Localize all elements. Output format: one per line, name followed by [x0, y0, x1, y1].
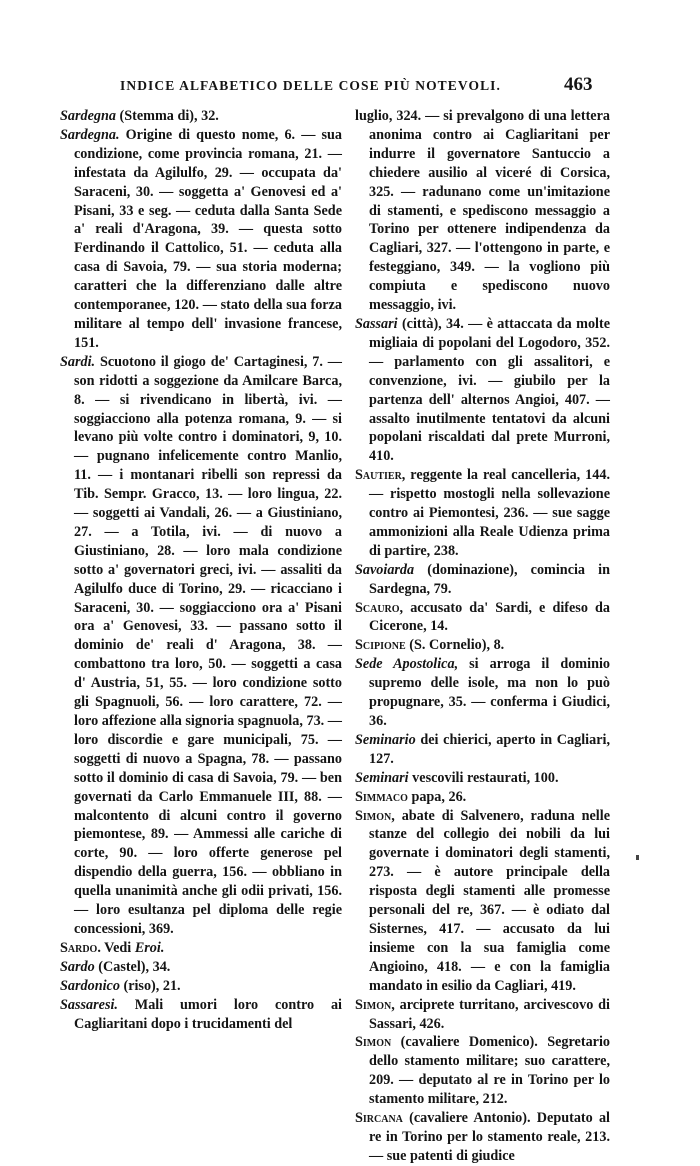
index-entry	[355, 561, 610, 599]
entry-text: (cavaliere Domenico). Segretario dello stamento militare; suo carattere, 209. — deputato al re in Torino per lo stamento militare, 212.	[369, 1034, 610, 1108]
entry-text: (riso), 21.	[119, 977, 181, 994]
entry-text: Origine di questo nome, 6. — sua condizione, come provincia romana, 21. — infestata da Agilulfo, 29. — occupata da' Saraceni, 30. — soggetta a' Genovesi ed a' Pisani, 33 e seg. — ceduta dalla Santa Sede a' reali d'Aragona, 39. — questa sotto Ferdinando il Cattolico, 51. — ceduta alla casa di Savoia, 79. — sua storia moderna; caratteri che la differenziano dalle altre contemporanee, 120. — stato della sua forza militare al tempo dell' invasione francese, 151.	[74, 126, 342, 351]
index-entry	[355, 788, 610, 807]
entry-text: Scuotono il giogo de' Cartaginesi, 7. — son ridotti a soggezione da Amilcare Barca, 8. — si rivendicano in libertà, ivi. — soggiacciono alla potenza romana, 9. — si levano più volte contro i dominatori, 9, 10. — pugnano infelicemente contro Manlio, 11. — i montanari ribelli son repressi da Tib. Sempr. Gracco, 13. — loro lingua, 22. — soggetti ai Vandali, 26. — a Giustiniano, 27. — a Totila, ivi. — di nuovo a Giustiniano, 28. — loro mala condizione sotto a' governatori greci, ivi. — assaliti da Agilulfo duce di Torino, 29. — ricacciano i Saraceni, 30. — soggiacciono ora a' Pisani ora a' Genovesi, 33. — passano sotto il dominio de' reali d' Aragona, 38. — combattono tra loro, 50. — soggetti a casa d' Austria, 51, 55. — loro condizione sotto gli Spagnuoli, 56. — loro carattere, 72. — loro affezione alla signoria spagnuola, 73. — loro discordie e gare municipali, 75. — soggetti di nuovo a Spagna, 78. — passano sotto il dominio di casa di Savoia, 79. — ben governati da Carlo Emmanuele III, 88. — malcontento di alcuni contro il governo piemontese, 89. — Ammessi alle cariche di corte, 90. — loro offerte generose pel dispendio della guerra, 156. — obbliano in quella unanimità anche gli odii privati, 156. — loro esultanza pel diploma delle regie concessioni, 369.	[74, 353, 342, 937]
index-column-left	[60, 107, 342, 1033]
entry-text: reggente la real cancelleria, 144. — rispetto mostogli nella sollevazione contro ai Piemontesi, 236. — sue sagge ammonizioni alla Reale Udienza prima di partire, 238.	[369, 467, 610, 559]
entry-text: papa, 26.	[407, 788, 467, 805]
index-entry	[60, 939, 342, 958]
running-title: INDICE ALFABETICO DELLE COSE PIÙ NOTEVOLI.	[120, 78, 502, 93]
entry-text: (Stemma di), 32.	[115, 108, 219, 124]
index-entry	[355, 655, 610, 731]
entry-headword: Seminario	[355, 731, 416, 748]
index-entry	[60, 958, 342, 977]
entry-text: (Castel), 34.	[94, 958, 171, 975]
entry-headword: Sardonico	[60, 977, 120, 994]
entry-text: Mali umori loro contro ai Cagliaritani dopo i trucidamenti del	[74, 996, 342, 1032]
index-entry	[60, 996, 342, 1034]
entry-text: luglio, 324. — si prevalgono di una lettera anonima contro ai Cagliaritani per indurre il governatore Santuccio a chiedere ausilio al viceré di Corsica, 325. — radunano come un'imitazione di stamenti, e spediscono messaggio a Torino per ottenere indipendenza da Cagliari, 327. — l'ottengono in parte, e festeggiano, 349. — la vogliono più compiuta e spediscono nuovo messaggio, ivi.	[355, 108, 610, 314]
entry-headword: Simon,	[355, 996, 395, 1013]
index-entry	[355, 807, 610, 996]
page-number: 463	[564, 74, 593, 95]
index-entry	[355, 1109, 610, 1166]
entry-headword: Sardi.	[60, 353, 96, 370]
index-entry	[355, 731, 610, 769]
entry-headword: Sardo.	[60, 939, 101, 956]
entry-headword: Sede Apostolica,	[355, 656, 459, 673]
entry-text: accusato da' Sardi, e difeso da Cicerone, 14.	[369, 599, 610, 635]
entry-text: si arroga il dominio supremo delle isole, ma non lo può propugnare, 35. — conferma i Giudici, 36.	[369, 656, 610, 729]
ink-speck	[636, 855, 639, 860]
index-entry-continued	[355, 107, 610, 315]
entry-headword: Savoiarda	[355, 561, 415, 578]
entry-headword: Sircana	[355, 1110, 403, 1127]
index-entry	[355, 599, 610, 637]
entry-text: abate di Salvenero, raduna nelle stanze del collegio dei nobili da lui governate i dominatori degli stamenti, 273. — è autore principale della risposta degli stamenti alle promesse personali del re, 367. — è odiato dal Sisternes, 417. — accusato da lui insieme con la sua famiglia come Angioino, 418. — e con la famiglia mandato in esilio da Cagliari, 419.	[369, 807, 610, 994]
entry-headword: Sassaresi.	[60, 996, 118, 1013]
index-entry	[355, 996, 610, 1034]
entry-headword: Simmaco	[355, 788, 408, 805]
cross-reference: Eroi.	[134, 939, 165, 956]
entry-headword: Simon	[355, 1034, 392, 1051]
entry-headword: Sardegna.	[60, 126, 120, 143]
entry-headword: Simon,	[355, 807, 395, 824]
entry-headword: Scipione	[355, 637, 406, 654]
index-entry	[60, 126, 342, 353]
entry-text: (S. Cornelio), 8.	[405, 637, 505, 654]
entry-text: dei chierici, aperto in Cagliari, 127.	[369, 731, 610, 767]
index-entry	[355, 315, 610, 466]
entry-text: (città), 34. — è attaccata da molte migliaia di popolani del Logodoro, 352. — parlamento con gli assalitori, e convenzione, ivi. — giubilo per la partenza dell' alternos Angioi, 407. — assalto inutilmente tentatovi da alcuni popolani riscaldati dal prete Murroni, 410.	[369, 315, 610, 465]
entry-headword: Sardo	[60, 958, 95, 975]
index-entry	[355, 769, 610, 788]
index-entry	[355, 466, 610, 561]
index-column-right	[355, 107, 610, 1166]
entry-headword: Sautier,	[355, 467, 406, 484]
index-entry	[60, 353, 342, 939]
entry-text: (dominazione), comincia in Sardegna, 79.	[369, 561, 610, 597]
index-entry	[355, 636, 610, 655]
entry-text: (cavaliere Antonio). Deputato al re in Torino per lo stamento reale, 213. — sue patenti di giudice	[369, 1110, 610, 1164]
entry-headword: Sassari	[355, 315, 398, 332]
entry-headword: Seminari	[355, 769, 409, 786]
entry-text: arciprete turritano, arcivescovo di Sassari, 426.	[369, 996, 610, 1032]
entry-headword: Scauro,	[355, 599, 404, 616]
index-entry	[60, 107, 342, 126]
entry-headword: Sardegna	[60, 108, 116, 124]
entry-text: Vedi	[100, 939, 135, 956]
index-entry	[60, 977, 342, 996]
entry-text: vescovili restaurati, 100.	[408, 769, 559, 786]
index-entry	[355, 1033, 610, 1109]
